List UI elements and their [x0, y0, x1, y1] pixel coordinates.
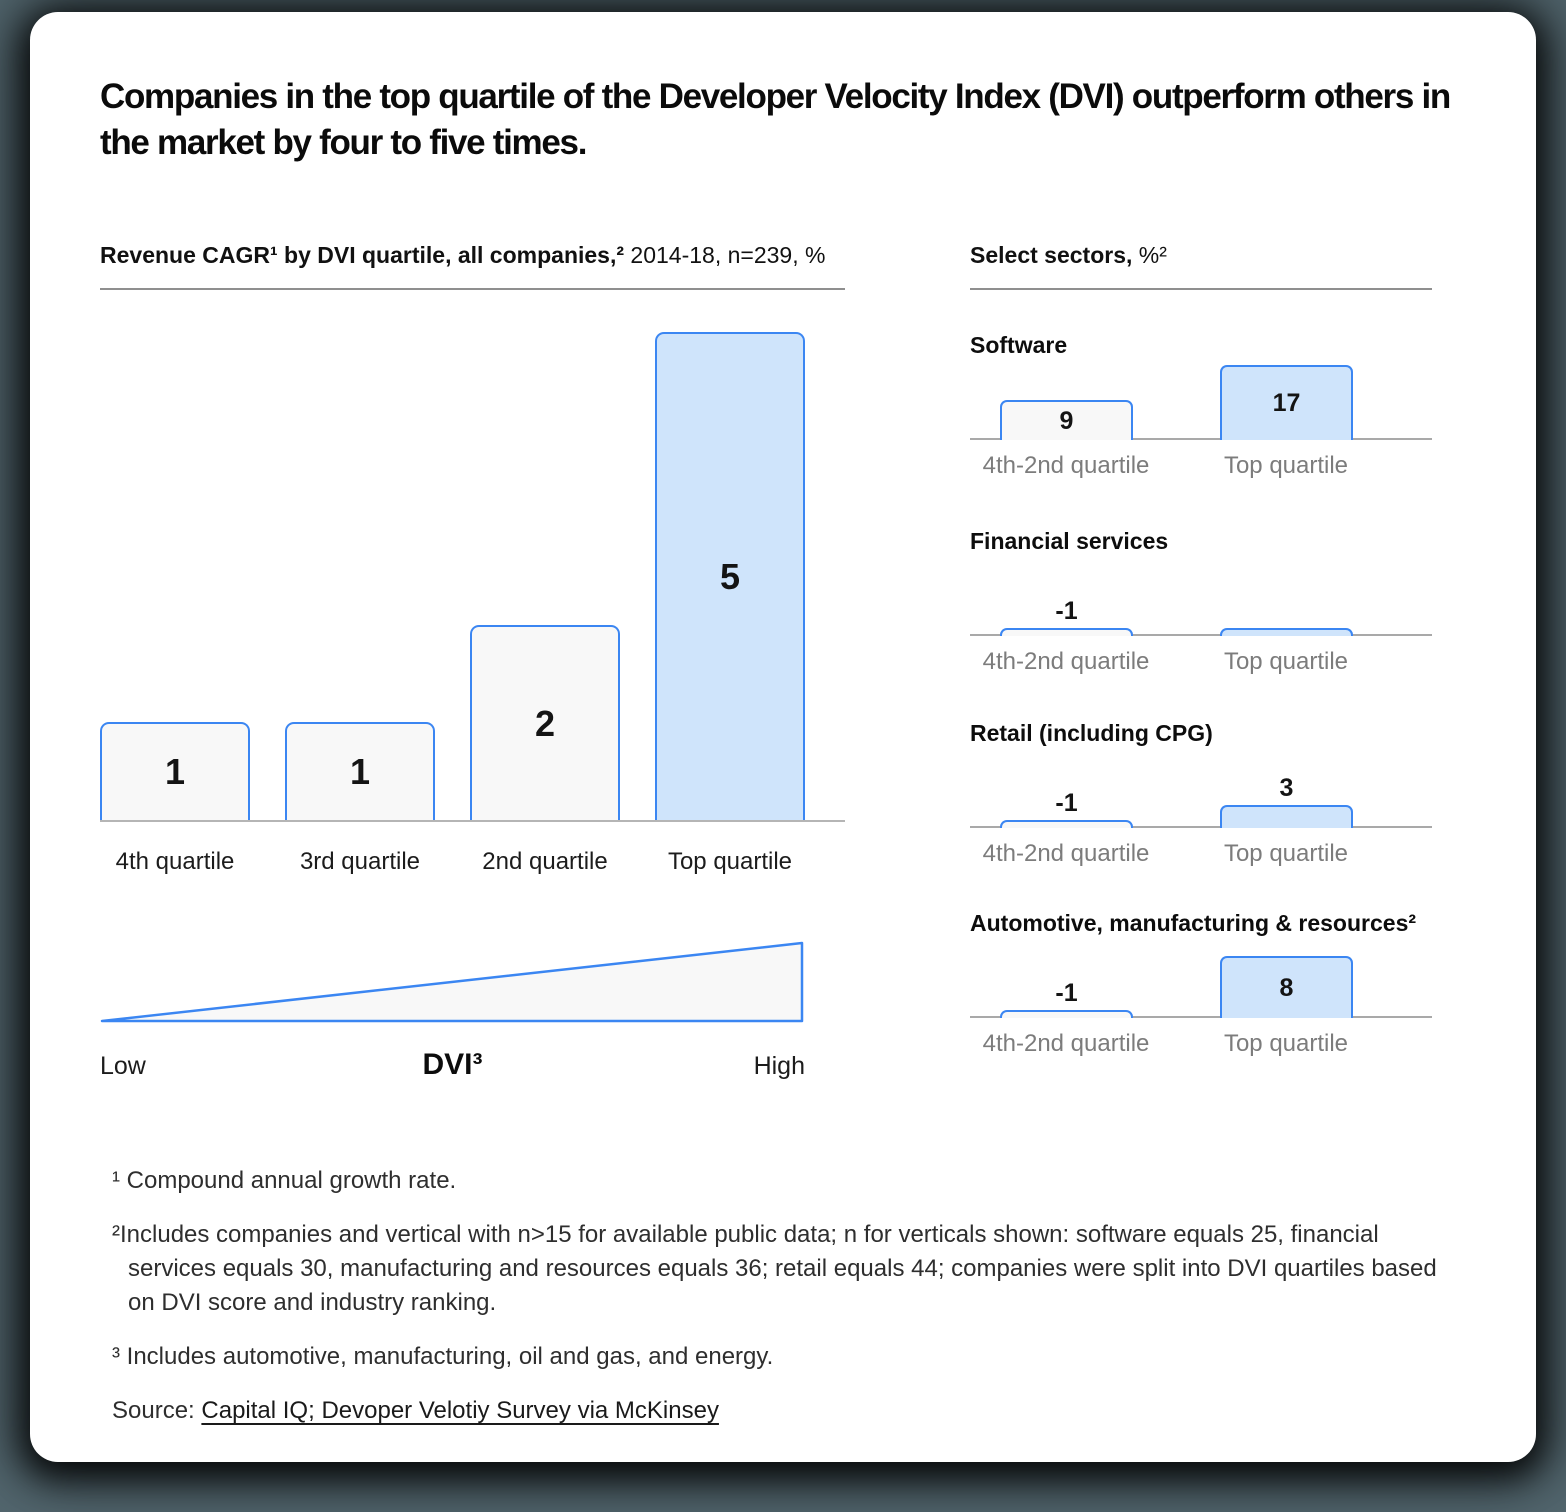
mini-bar-label-top-quartile: Top quartile: [1223, 1030, 1349, 1057]
mini-bar-value: 9: [1059, 406, 1074, 435]
dvi-low-label: Low: [100, 1052, 146, 1080]
mini-bar-4th-2nd-quartile: [1000, 597, 1133, 636]
page-title: Companies in the top quartile of the Developer Velocity Index (DVI) outperform others in the market by four to five times.: [100, 77, 1450, 163]
bar-3rd-quartile: [285, 722, 435, 820]
triangle-icon: [100, 940, 805, 1024]
mini-bar-label-top-quartile: Top quartile: [1223, 840, 1349, 867]
mini-bar-top-quartile: [1220, 956, 1353, 1018]
sector-title: Financial services: [970, 528, 1169, 554]
sector-title: Retail (including CPG): [970, 720, 1213, 746]
mini-bar-label-4th-2nd-quartile: 4th-2nd quartile: [982, 1030, 1150, 1057]
left-chart-header-bold: Revenue CAGR¹ by DVI quartile, all companies,²: [100, 242, 625, 268]
mini-bar-4th-2nd-quartile: [1000, 789, 1133, 828]
right-header-divider: [970, 288, 1432, 290]
left-chart-header-regular: 2014-18, n=239, %: [624, 242, 826, 268]
bar-2nd-quartile: [470, 625, 620, 820]
mini-bar-value: 3: [1279, 774, 1294, 802]
mini-bar-label-4th-2nd-quartile: 4th-2nd quartile: [982, 452, 1150, 479]
bar-value: 1: [164, 751, 186, 792]
main-bar-chart: [100, 312, 845, 820]
bar-value: 2: [534, 702, 556, 744]
mini-bar-label-top-quartile: Top quartile: [1223, 648, 1349, 675]
sector-mini-chart: [970, 940, 1432, 1018]
footnotes: [112, 1164, 1468, 1448]
bar-label-4th-quartile: 4th quartile: [115, 848, 235, 875]
source-link[interactable]: Capital IQ; Devoper Velotiy Survey via McKinsey: [201, 1397, 719, 1425]
bar-label-2nd-quartile: 2nd quartile: [482, 848, 608, 875]
right-panel-header: [970, 242, 1167, 269]
mini-bar-top-quartile: [1220, 628, 1353, 636]
chart-card: [30, 12, 1536, 1462]
sector-financial-services: [970, 528, 1432, 696]
mini-bar-value: 8: [1279, 973, 1294, 1002]
left-chart-header: [100, 242, 825, 269]
sector-mini-chart: [970, 750, 1432, 828]
footnote-1: ¹ Compound annual growth rate.: [112, 1167, 457, 1194]
main-chart-baseline: [100, 820, 845, 822]
mini-bar-4th-2nd-quartile: [1000, 400, 1133, 440]
bar-top-quartile: [655, 332, 805, 820]
mini-bar-label-4th-2nd-quartile: 4th-2nd quartile: [982, 840, 1150, 867]
dvi-axis-title: DVI³: [422, 1048, 483, 1081]
dvi-gradient-triangle: [100, 940, 805, 1024]
dvi-axis-labels: [100, 1048, 805, 1092]
sector-automotive-manufacturing-resources: [970, 910, 1432, 1078]
mini-bar-value: -1: [1055, 789, 1078, 817]
bar-value: 1: [349, 751, 371, 792]
main-bar-labels: [100, 848, 845, 876]
sector-retail-including-cpg: [970, 720, 1432, 888]
source-prefix: Source:: [112, 1397, 202, 1425]
left-header-divider: [100, 288, 845, 290]
source-line: [112, 1394, 1468, 1428]
sector-mini-chart: [970, 362, 1432, 440]
mini-bar-top-quartile: [1220, 365, 1353, 440]
dvi-high-label: High: [753, 1052, 805, 1080]
sector-title: Automotive, manufacturing & resources²: [970, 910, 1417, 936]
mini-bar-4th-2nd-quartile: [1000, 979, 1133, 1018]
bar-label-top-quartile: Top quartile: [667, 848, 793, 875]
mini-bar-value: -1: [1055, 979, 1078, 1007]
footnote-3: ³ Includes automotive, manufacturing, oil and gas, and energy.: [112, 1343, 774, 1371]
sector-software: [970, 332, 1432, 500]
mini-bar-label-4th-2nd-quartile: 4th-2nd quartile: [982, 648, 1150, 675]
mini-bar-label-top-quartile: Top quartile: [1223, 452, 1349, 479]
mini-bar-value: 17: [1272, 389, 1301, 417]
bar-4th-quartile: [100, 722, 250, 820]
sector-title: Software: [970, 332, 1068, 358]
mini-bar-value: -1: [1055, 597, 1078, 625]
mini-bar-top-quartile: [1220, 774, 1353, 828]
bar-value: 5: [719, 556, 741, 597]
right-panel-header-regular: %²: [1132, 242, 1167, 268]
bar-label-3rd-quartile: 3rd quartile: [299, 848, 421, 875]
footnote-2: ²Includes companies and vertical with n>15 for available public data; n for verticals shown: software equals 25, financial services equals 30, manufacturing and resources equals 36; retail equals 44; companies were split into DVI quartiles based on DVI score and industry ranking.: [112, 1221, 1437, 1317]
right-panel-header-bold: Select sectors,: [970, 242, 1133, 268]
sector-mini-chart: [970, 558, 1432, 636]
